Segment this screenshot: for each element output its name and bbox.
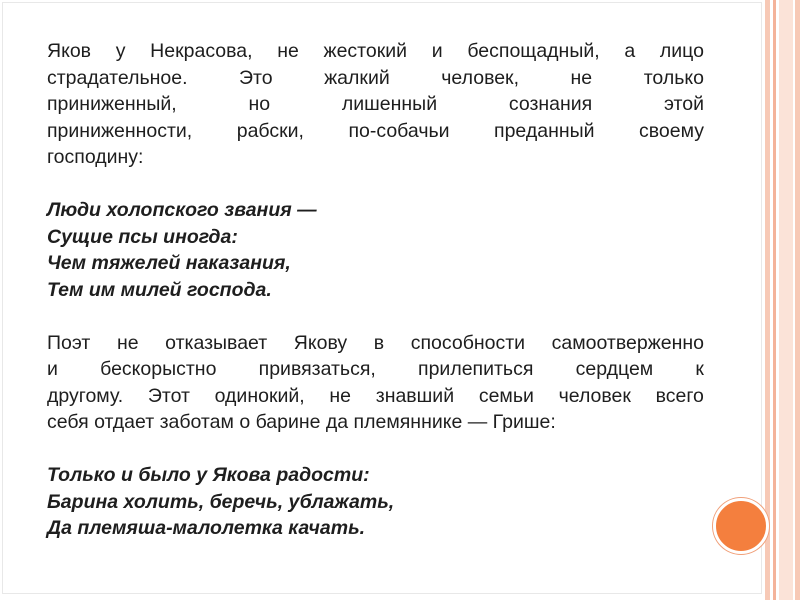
verse-quote-2 [47, 462, 704, 542]
verse-line: Люди холопского звания — [47, 199, 317, 221]
verse-line: Тем им милей господа. [47, 278, 272, 301]
text-line: приниженности, рабски, по-собачьи преданный своему [47, 119, 704, 142]
decor-stripe [779, 0, 793, 600]
text-line: себя отдает заботам о барине да племяннике — Грише: [47, 411, 556, 433]
decor-stripe [773, 0, 776, 600]
verse-line: Чем тяжелей наказания, [47, 252, 291, 274]
decor-stripe [765, 0, 770, 600]
text-line: другому. Этот одинокий, не знавший семьи человек всего [47, 384, 704, 407]
paragraph-1 [47, 38, 704, 171]
text-line: Поэт не отказывает Якову в способности самоотверженно [47, 331, 704, 354]
paragraph-2 [47, 330, 704, 436]
verse-line: Барина холить, беречь, ублажать, [47, 490, 395, 513]
decor-circle [713, 498, 769, 554]
slide-body [47, 38, 704, 542]
verse-quote-1 [47, 197, 704, 303]
verse-line: Только и было у Якова радости: [47, 464, 370, 486]
verse-line: Да племяша-малолетка качать. [47, 517, 366, 539]
text-line: господину: [47, 146, 144, 168]
text-line: страдательное. Это жалкий человек, не только [47, 66, 704, 89]
text-line: приниженный, но лишенный сознания этой [47, 93, 704, 115]
decor-stripe [795, 0, 800, 600]
text-line: Яков у Некрасова, не жестокий и беспощадный, а лицо [47, 40, 704, 62]
text-line: и бескорыстно привязаться, прилепиться сердцем к [47, 358, 704, 380]
verse-line: Сущие псы иногда: [47, 225, 238, 248]
